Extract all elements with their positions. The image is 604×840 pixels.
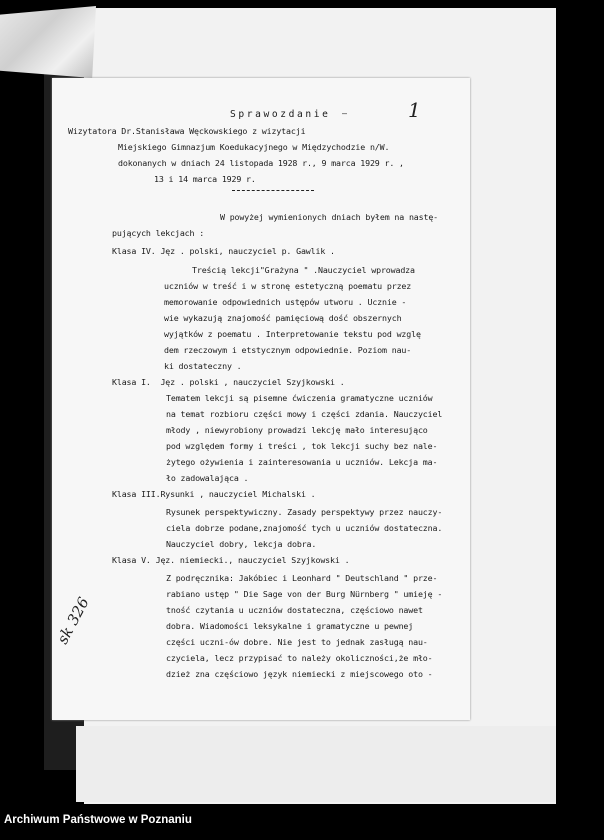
- body-line-4: Treścią lekcji"Grażyna " .Nauczyciel wprowadza: [192, 265, 415, 275]
- paper-scrap: [0, 6, 96, 78]
- section-heading-klasa-v: Klasa V. Jęz. niemiecki., nauczyciel Szyjkowski .: [112, 555, 350, 565]
- body-line-5: uczniów w treść i w stronę estetyczną poematu przez: [164, 281, 412, 291]
- header-line-1: Wizytatora Dr.Stanisława Węckowskiego z wizytacji: [68, 126, 306, 136]
- body-line-21: Nauczyciel dobry, lekcja dobra.: [166, 539, 317, 549]
- body-line-27: części uczni-ów dobre. Nie jest to jednak zasługą nau-: [166, 637, 428, 647]
- page-number-mark: 1: [408, 98, 421, 122]
- body-line-25: tność czytania u uczniów dostateczna, częściowo nawet: [166, 605, 423, 615]
- body-line-6: memorowanie odpowiednich ustępów utworu . Ucznie -: [164, 297, 407, 307]
- section-heading-klasa-iv: Klasa IV. Jęz . polski, nauczyciel p. Gawlik .: [112, 246, 335, 256]
- body-line-28: czyciela, lecz przypisać to należy okoliczności,że mło-: [166, 653, 433, 663]
- body-line-16: żytego ożywienia i zainteresowania u uczniów. Lekcja ma-: [166, 457, 438, 467]
- body-line-13: na temat rozbioru części mowy i części zdania. Nauczyciel: [166, 409, 443, 419]
- body-line-7: wie wykazują znajomość pamięciową dość obszernych: [164, 313, 402, 323]
- document-page: [52, 78, 470, 720]
- body-line-9: dem rzeczowym i etstycznym odpowiednie. Poziom nau-: [164, 345, 412, 355]
- archival-margin-note: sk 326: [53, 594, 93, 648]
- body-line-29: dzież zna częściowo język niemiecki z miejscowego oto -: [166, 669, 433, 679]
- body-line-12: Tematem lekcji są pisemne ćwiczenia gramatyczne uczniów: [166, 393, 433, 403]
- header-underline: [232, 190, 314, 191]
- lower-sheet-strip: [76, 726, 556, 802]
- section-heading-klasa-iii: Klasa III.Rysunki , nauczyciel Michalski .: [112, 489, 316, 499]
- header-line-2: Miejskiego Gimnazjum Koedukacyjnego w Międzychodzie n/W.: [118, 142, 390, 152]
- body-line-26: dobra. Wiadomości leksykalne i gramatyczne u pewnej: [166, 621, 414, 631]
- body-line-19: Rysunek perspektywiczny. Zasady perspektywy przez nauczy-: [166, 507, 443, 517]
- body-line-8: wyjątków z poematu . Interpretowanie tekstu pod wzglę: [164, 329, 421, 339]
- body-line-15: pod względem formy i treści , tok lekcji suchy bez nale-: [166, 441, 438, 451]
- body-line-24: rabiano ustęp " Die Sage von der Burg Nürnberg " umieję -: [166, 589, 443, 599]
- body-line-23: Z podręcznika: Jakóbiec i Leonhard " Deutschland " prze-: [166, 573, 438, 583]
- header-line-4: 13 i 14 marca 1929 r.: [154, 174, 256, 184]
- body-line-10: ki dostateczny .: [164, 361, 242, 371]
- body-line-14: młody , niewyrobiony prowadzi lekcję mało interesująco: [166, 425, 428, 435]
- header-line-3: dokonanych w dniach 24 listopada 1928 r., 9 marca 1929 r. ,: [118, 158, 404, 168]
- title-dash: —: [342, 108, 347, 118]
- section-heading-klasa-i: Klasa I. Jęz . polski , nauczyciel Szyjkowski .: [112, 377, 345, 387]
- body-line-2: pujących lekcjach :: [112, 228, 205, 238]
- document-title: Sprawozdanie: [230, 109, 331, 120]
- body-line-20: ciela dobrze podane,znajomość tych u uczniów dostateczna.: [166, 523, 443, 533]
- archive-credit: Archiwum Państwowe w Poznaniu: [4, 814, 192, 826]
- body-line-1: W powyżej wymienionych dniach byłem na nastę-: [220, 212, 439, 222]
- body-line-17: ło zadowalająca .: [166, 473, 249, 483]
